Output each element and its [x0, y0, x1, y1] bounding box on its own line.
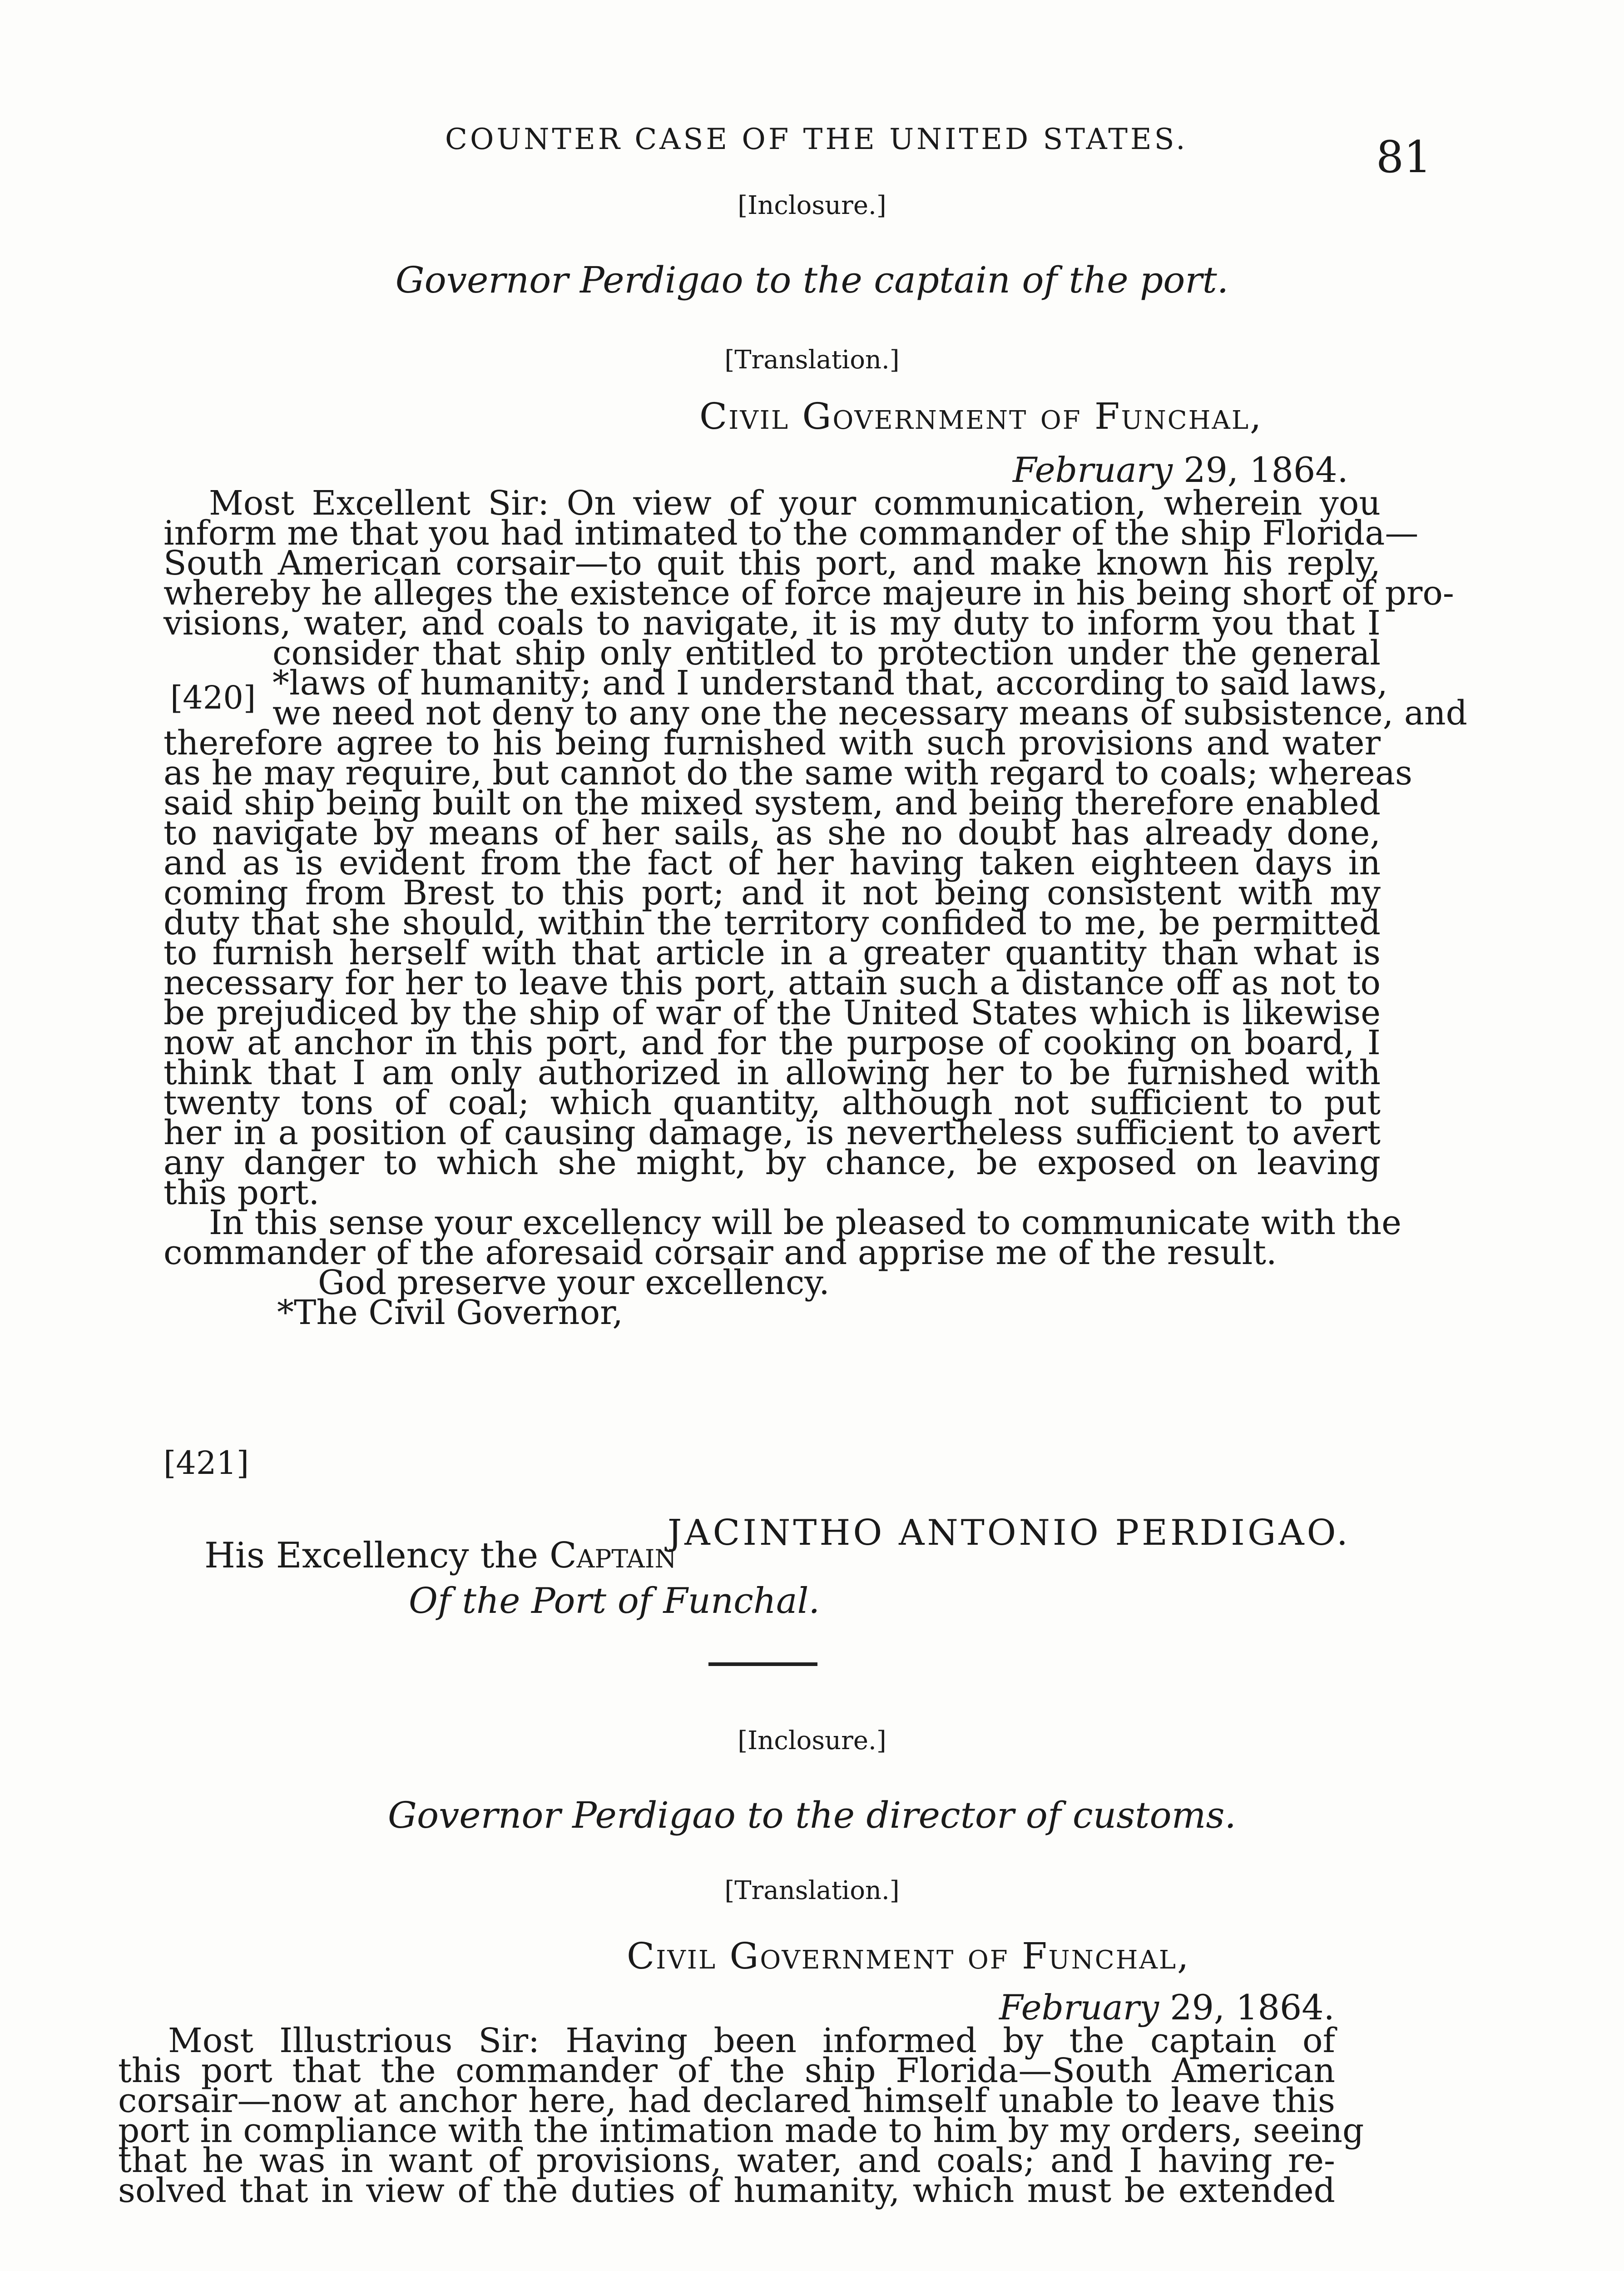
closing-line: God preserve your excellency. [318, 1263, 830, 1302]
letter-heading-1: Civil Government of Funchal, [699, 395, 1263, 437]
body-line: twenty tons of coal; which quantity, although not sufficient to put [163, 1083, 1381, 1122]
letter-body-2 [118, 2021, 1364, 2210]
margin-page-ref: [420] [170, 679, 256, 716]
inclosure-label-2: [Inclosure.] [738, 1726, 886, 1755]
letter-body-1 [163, 484, 1467, 1332]
body-line: duty that she should, within the territory confided to me, be permitted [163, 903, 1381, 942]
body-line: consider that ship only entitled to protection under the general [272, 634, 1381, 673]
body-line: that he was in want of provisions, water, and coals; and I having re- [118, 2141, 1335, 2180]
body-line: coming from Brest to this port; and it not being consistent with my [163, 873, 1381, 912]
body-line: necessary for her to leave this port, attain such a distance off as not to [163, 963, 1381, 1002]
letter-title-2: Governor Perdigao to the director of customs. [388, 1794, 1236, 1836]
body-line: as he may require, but cannot do the same with regard to coals; whereas [163, 754, 1412, 793]
body-line: this port. [163, 1173, 320, 1212]
date-day-year: 29, 1864. [1173, 450, 1348, 490]
body-line: Most Illustrious Sir: Having been informed by the captain of [168, 2021, 1335, 2060]
running-head: COUNTER CASE OF THE UNITED STATES. [445, 123, 1188, 156]
body-line: now at anchor in this port, and for the purpose of cooking on board, I [163, 1023, 1381, 1062]
body-line: *laws of humanity; and I understand that, according to said laws, [272, 664, 1388, 703]
body-line: said ship being built on the mixed system, and being therefore enabled [163, 783, 1381, 823]
letter-heading-2: Civil Government of Funchal, [627, 1935, 1190, 1977]
section-divider [708, 1662, 817, 1666]
closing-line: In this sense your excellency will be pleased to communicate with the [209, 1203, 1401, 1242]
body-line: South American corsair—to quit this port, and make known his reply, [163, 544, 1381, 583]
page-number: 81 [1376, 132, 1432, 183]
addressee-prefix: His Excellency the [204, 1535, 550, 1576]
addressee-sub: Of the Port of Funchal. [409, 1581, 820, 1621]
body-line: visions, water, and coals to navigate, it is my duty to inform you that I [163, 604, 1381, 643]
body-line: her in a position of causing damage, is nevertheless sufficient to avert [163, 1113, 1381, 1152]
letter-title-1: Governor Perdigao to the captain of the port. [395, 259, 1229, 301]
addressee-title: Captain [549, 1535, 677, 1576]
body-line: solved that in view of the duties of humanity, which must be extended [118, 2171, 1335, 2210]
body-line: think that I am only authorized in allowing her to be furnished with [163, 1053, 1381, 1092]
addressee [204, 1535, 677, 1576]
body-line: any danger to which she might, by chance, be exposed on leaving [163, 1143, 1381, 1182]
body-line: therefore agree to his being furnished with such provisions and water [163, 724, 1381, 763]
body-line: port in compliance with the intimation made to him by my orders, seeing [118, 2111, 1364, 2150]
signature: JACINTHO ANTONIO PERDIGAO. [668, 1512, 1351, 1553]
body-line: whereby he alleges the existence of force majeure in his being short of pro- [163, 574, 1454, 613]
body-line: inform me that you had intimated to the commander of the ship Florida— [163, 514, 1419, 553]
body-line: to navigate by means of her sails, as she no doubt has already done, [163, 813, 1381, 853]
date-month: February [1013, 450, 1173, 490]
body-line: we need not deny to any one the necessary means of subsistence, and [272, 694, 1467, 733]
inclosure-label-1: [Inclosure.] [738, 191, 886, 220]
body-line: to furnish herself with that article in a greater quantity than what is [163, 933, 1381, 972]
translation-label-2: [Translation.] [724, 1876, 900, 1905]
date-month: February [999, 1987, 1159, 2028]
closing-line: commander of the aforesaid corsair and apprise me of the result. [163, 1233, 1277, 1272]
body-line: Most Excellent Sir: On view of your communication, wherein you [209, 484, 1381, 523]
translation-label-1: [Translation.] [724, 345, 900, 375]
body-line: and as is evident from the fact of her having taken eighteen days in [163, 843, 1381, 883]
body-line: corsair—now at anchor here, had declared himself unable to leave this [118, 2081, 1335, 2120]
body-line: this port that the commander of the ship Florida—South American [118, 2051, 1335, 2090]
closing-line: *The Civil Governor, [277, 1293, 623, 1332]
date-day-year: 29, 1864. [1159, 1987, 1335, 2028]
margin-page-ref: [421] [163, 1444, 249, 1482]
body-line: be prejudiced by the ship of war of the United States which is likewise [163, 993, 1381, 1032]
